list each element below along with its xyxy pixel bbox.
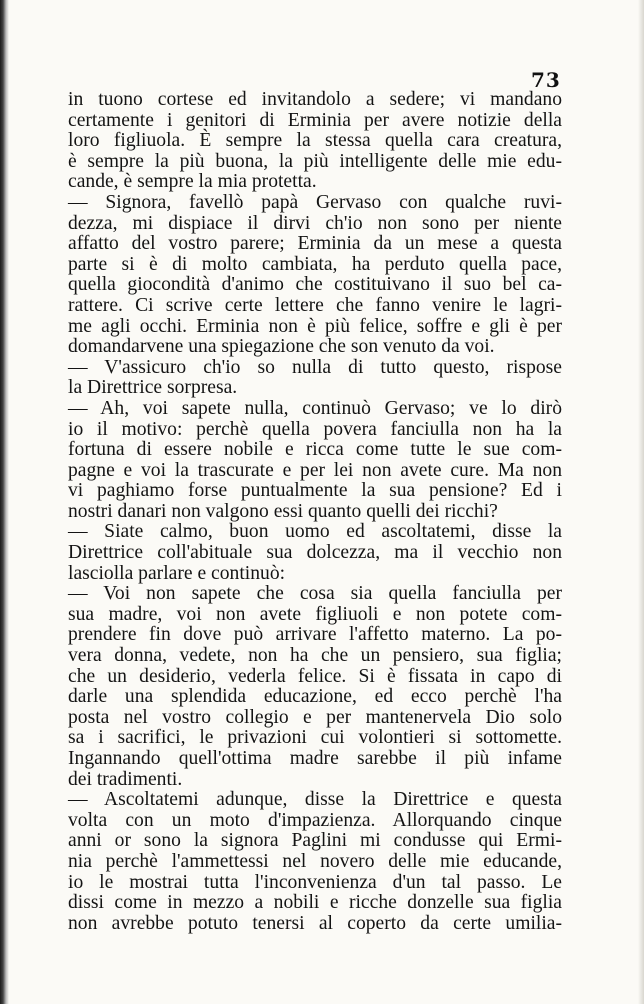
text-line: me agli occhi. Erminia non è più felice, soffre e gli è per [68,315,562,337]
text-line: vera donna, vedete, non ha che un pensiero, sua figlia; [68,645,562,667]
text-line: certamente i genitori di Erminia per avere notizie della [68,109,562,131]
text-line: loro figliuola. È sempre la stessa quella cara creatura, [68,130,562,152]
text-line: pagne e voi la trascurate e per lei non avete cure. Ma non [68,459,562,481]
text-line: posta nel vostro collegio e per mantenervela Dio solo [68,706,562,728]
text-line: — Voi non sapete che cosa sia quella fanciulla per [68,583,562,605]
page-edge [638,0,644,1004]
text-line: sua madre, voi non avete figliuoli e non potete com- [68,603,562,625]
text-line: darle una splendida educazione, ed ecco perchè l'ha [68,686,562,708]
text-line: — Signora, favellò papà Gervaso con qualche ruvi- [68,191,562,213]
text-line: fortuna di essere nobile e ricca come tutte le sue com- [68,439,562,461]
text-line: è sempre la più buona, la più intelligente delle mie edu- [68,150,562,172]
text-line: parte si è di molto cambiata, ha perduto quella pace, [68,253,562,275]
text-line: prendere fin dove può arrivare l'affetto materno. La po- [68,624,562,646]
text-line: quella giocondità d'animo che costituivano il suo bel ca- [68,274,562,296]
text-line: Direttrice coll'abituale sua dolcezza, ma il vecchio non [68,542,562,564]
text-line: dissi come in mezzo a nobili e ricche donzelle sua figlia [68,892,562,914]
text-line: in tuono cortese ed invitandolo a sedere; vi mandano [68,89,562,110]
text-line: anni or sono la signora Paglini mi condusse qui Ermi- [68,830,562,852]
text-line: dei tradimenti. [68,768,183,790]
text-line: rattere. Ci scrive certe lettere che fanno venire le lagri- [68,294,562,316]
text-line: sa i sacrifici, le privazioni cui volontieri si sottomette. [68,727,562,749]
text-line: affatto del vostro parere; Erminia da un mese a questa [68,233,562,255]
text-line: lasciolla parlare e continuò: [68,562,286,584]
text-line: vi paghiamo forse puntualmente la sua pensione? Ed i [68,480,562,502]
text-line: — Ascoltatemi adunque, disse la Direttrice e questa [68,789,562,811]
text-line: — Ah, voi sapete nulla, continuò Gervaso; ve lo dirò [68,397,562,419]
binding-edge [0,0,9,1004]
text-line: cande, è sempre la mia protetta. [68,171,317,193]
text-line: io le mostrai tutta l'inconvenienza d'un tal passo. Le [68,871,562,893]
text-line: nostri danari non valgono essi quanto quelli dei ricchi? [68,500,498,522]
text-line: Ingannando quell'ottima madre sarebbe il più infame [68,748,562,769]
text-line: non avrebbe potuto tenersi al coperto da certe umilia- [68,912,562,934]
text-line: — Siate calmo, buon uomo ed ascoltatemi, disse la [68,521,562,543]
text-line: che un desiderio, vederla felice. Si è fissata in capo di [68,665,562,687]
text-line: nia perchè l'ammettessi nel novero delle mie educande, [68,850,562,872]
body-text [68,90,562,934]
text-line: — V'assicuro ch'io so nulla di tutto questo, rispose [68,356,562,378]
text-line: domandarvene una spiegazione che son venuto da voi. [68,336,495,358]
text-line: volta con un moto d'impazienza. Allorquando cinque [68,809,562,831]
text-line: io il motivo: perchè quella povera fanciulla non ha la [68,418,562,440]
text-line: dezza, mi dispiace il dirvi ch'io non sono per niente [68,212,562,234]
text-line: la Direttrice sorpresa. [68,377,238,399]
page-number: 73 [531,68,561,92]
